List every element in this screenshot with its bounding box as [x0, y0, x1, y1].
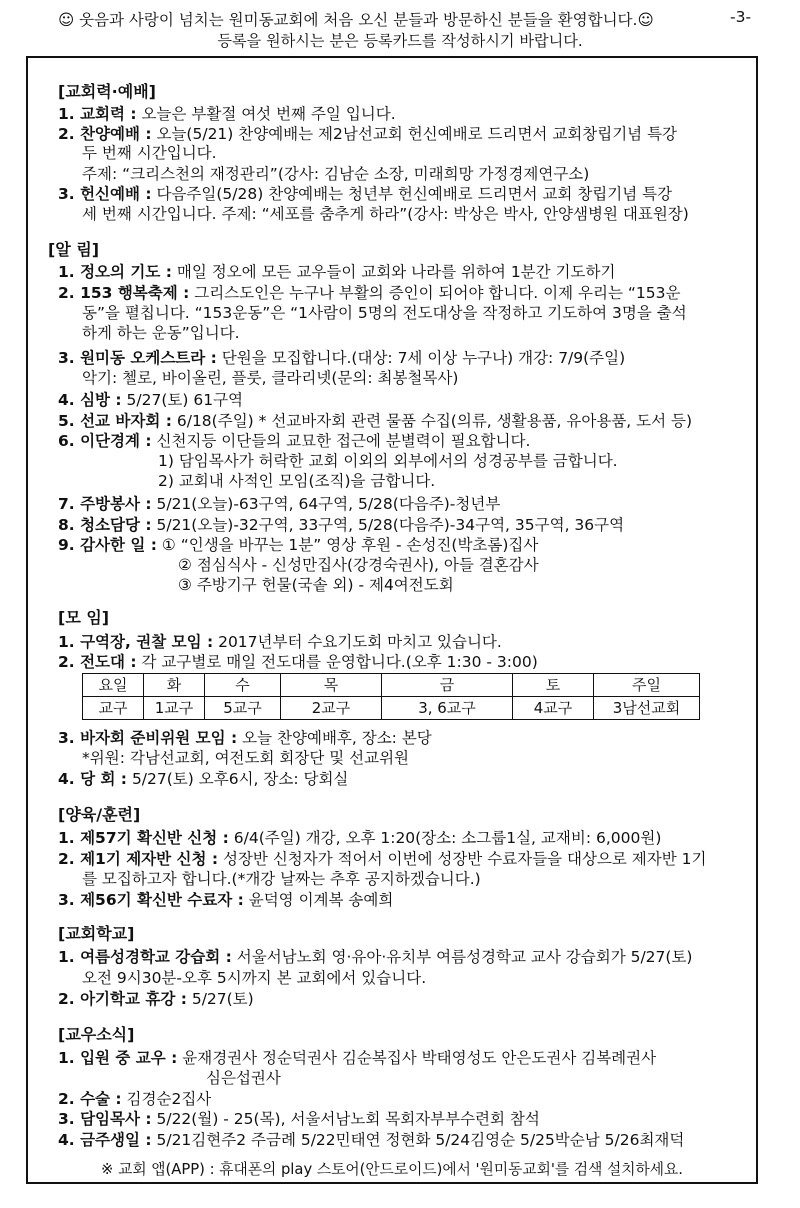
table-header-cell: 화: [144, 674, 205, 697]
table-row: [83, 697, 700, 720]
app-notice: ※ 교회 앱(APP) : 휴대폰의 play 스토어(안드로이드)에서 '원미동교회'를 검색 설치하세요.: [101, 1161, 683, 1178]
list-item: 3. 헌신예배 : 다음주일(5/28) 찬양예배는 청년부 헌신예배로 드리면서 교회 창립기념 특강: [58, 185, 673, 203]
table-header-cell: 토: [513, 674, 594, 697]
list-item: 주제: “크리스천의 재정관리”(강사: 김남순 소장, 미래희망 가정경제연구소): [82, 165, 590, 183]
list-item: 3. 제56기 확신반 수료자 : 윤덕영 이계복 송예희: [58, 891, 394, 909]
list-item: 2. 제1기 제자반 신청 : 성장반 신청자가 적어서 이번에 성장반 수료자들을 대상으로 제자반 1기: [58, 850, 707, 868]
table-cell: 3, 6교구: [382, 697, 513, 720]
table-header-cell: 주일: [594, 674, 700, 697]
list-item: 7. 주방봉사 : 5/21(오늘)-63구역, 64구역, 5/28(다음주)-청년부: [58, 495, 501, 513]
section-title-training: [양육/훈련]: [58, 805, 141, 824]
list-item: 2. 아기학교 휴강 : 5/27(토): [58, 990, 254, 1008]
table-header-cell: 수: [205, 674, 281, 697]
table-cell: 교구: [83, 697, 144, 720]
table-header-cell: 요일: [83, 674, 144, 697]
list-item: 2. 수술 : 김경순2집사: [58, 1090, 212, 1108]
list-item: 동”을 펼칩니다. “153운동”은 “1사람이 5명의 전도대상을 작정하고 기도하여 3명을 출석: [82, 304, 687, 322]
table-cell: 1교구: [144, 697, 205, 720]
list-item: 악기: 첼로, 바이올린, 플룻, 클라리넷(문의: 최봉철목사): [82, 369, 459, 387]
list-item: 를 모집하고자 합니다.(*개강 날짜는 추후 공지하겠습니다.): [82, 870, 481, 888]
list-item: 심은섭권사: [206, 1069, 281, 1087]
list-item: 4. 당 회 : 5/27(토) 오후6시, 장소: 당회실: [58, 770, 349, 788]
section-title-church-school: [교회학교]: [58, 924, 135, 943]
list-item: 3. 바자회 준비위원 모임 : 오늘 찬양예배후, 장소: 본당: [58, 729, 432, 747]
list-item: 두 번째 시간입니다.: [82, 144, 217, 162]
list-item: 1. 제57기 확신반 신청 : 6/4(주일) 개강, 오후 1:20(장소: 소그룹1실, 교재비: 6,000원): [58, 829, 662, 847]
list-item: 2) 교회내 사적인 모임(조직)을 금합니다.: [158, 472, 436, 490]
list-item: ② 점심식사 - 신성만집사(강경숙권사), 아들 결혼감사: [178, 556, 539, 574]
bulletin-frame: [26, 56, 758, 1184]
table-cell: 5교구: [205, 697, 281, 720]
section-title-member-news: [교우소식]: [58, 1025, 135, 1044]
list-item: 1. 입원 중 교우 : 윤재경권사 정순덕권사 김순복집사 박태영성도 안은도권사 김복례권사: [58, 1049, 657, 1067]
section-title-worship: [교회력·예배]: [58, 82, 156, 101]
register-notice: 등록을 원하시는 분은 등록카드를 작성하시기 바랍니다.: [217, 32, 583, 50]
section-title-notices: [알 림]: [48, 240, 100, 259]
list-item: 5. 선교 바자회 : 6/18(주일) * 선교바자회 관련 물품 수집(의류, 생활용품, 유아용품, 도서 등): [58, 412, 693, 430]
list-item: 1. 구역장, 권찰 모임 : 2017년부터 수요기도회 마치고 있습니다.: [58, 633, 502, 651]
table-header-cell: 목: [281, 674, 382, 697]
list-item: 세 번째 시간입니다. 주제: “세포를 춤추게 하라”(강사: 박상은 박사, 안양샘병원 대표원장): [82, 205, 689, 223]
list-item: 오전 9시30분-오후 5시까지 본 교회에서 있습니다.: [82, 969, 427, 987]
page-number: -3-: [730, 8, 752, 26]
evangelism-schedule-table: [82, 673, 700, 720]
list-item: 1) 담임목사가 허락한 교회 이외의 외부에서의 성경공부를 금합니다.: [158, 452, 618, 470]
table-cell: 3남선교회: [594, 697, 700, 720]
list-item: 3. 원미동 오케스트라 : 단원을 모집합니다.(대상: 7세 이상 누구나) 개강: 7/9(주일): [58, 349, 626, 367]
table-cell: 4교구: [513, 697, 594, 720]
list-item: 2. 153 행복축제 : 그리스도인은 누구나 부활의 증인이 되어야 합니다. 이제 우리는 “153운: [58, 284, 681, 302]
table-header-row: [83, 674, 700, 697]
table-header-cell: 금: [382, 674, 513, 697]
list-item: 4. 금주생일 : 5/21김현주2 주금례 5/22민태연 정현화 5/24김영순 5/25박순남 5/26최재덕: [58, 1131, 685, 1149]
list-item: 2. 전도대 : 각 교구별로 매일 전도대를 운영합니다.(오후 1:30 - 3:00): [58, 653, 538, 671]
list-item: 1. 교회력 : 오늘은 부활절 여섯 번째 주일 입니다.: [58, 105, 396, 123]
table-cell: 2교구: [281, 697, 382, 720]
list-item: 4. 심방 : 5/27(토) 61구역: [58, 391, 244, 409]
list-item: 1. 정오의 기도 : 매일 정오에 모든 교우들이 교회와 나라를 위하여 1분간 기도하기: [58, 263, 616, 281]
list-item: 2. 찬양예배 : 오늘(5/21) 찬양예배는 제2남선교회 헌신예배로 드리면서 교회창립기념 특강: [58, 125, 678, 143]
list-item: 하게 하는 운동”입니다.: [82, 324, 240, 342]
list-item: 1. 여름성경학교 강습회 : 서울서남노회 영·유아·유치부 여름성경학교 교사 강습회가 5/27(토): [58, 948, 693, 966]
welcome-text: ☺ 웃음과 사랑이 넘치는 원미동교회에 처음 오신 분들과 방문하신 분들을 환영합니다.☺: [58, 11, 654, 29]
section-title-meetings: [모 임]: [58, 608, 110, 627]
list-item: 6. 이단경계 : 신천지등 이단들의 교묘한 접근에 분별력이 필요합니다.: [58, 432, 531, 450]
list-item: 3. 담임목사 : 5/22(월) - 25(목), 서울서남노회 목회자부부수련회 참석: [58, 1110, 540, 1128]
list-item: 8. 청소담당 : 5/21(오늘)-32구역, 33구역, 5/28(다음주)-34구역, 35구역, 36구역: [58, 516, 625, 534]
list-item: 9. 감사한 일 : ① “인생을 바꾸는 1분” 영상 후원 - 손성진(박초롬)집사: [58, 536, 539, 554]
list-item: *위원: 각남선교회, 여전도회 회장단 및 선교위원: [82, 749, 410, 767]
list-item: ③ 주방기구 헌물(국솥 외) - 제4여전도회: [178, 576, 454, 594]
